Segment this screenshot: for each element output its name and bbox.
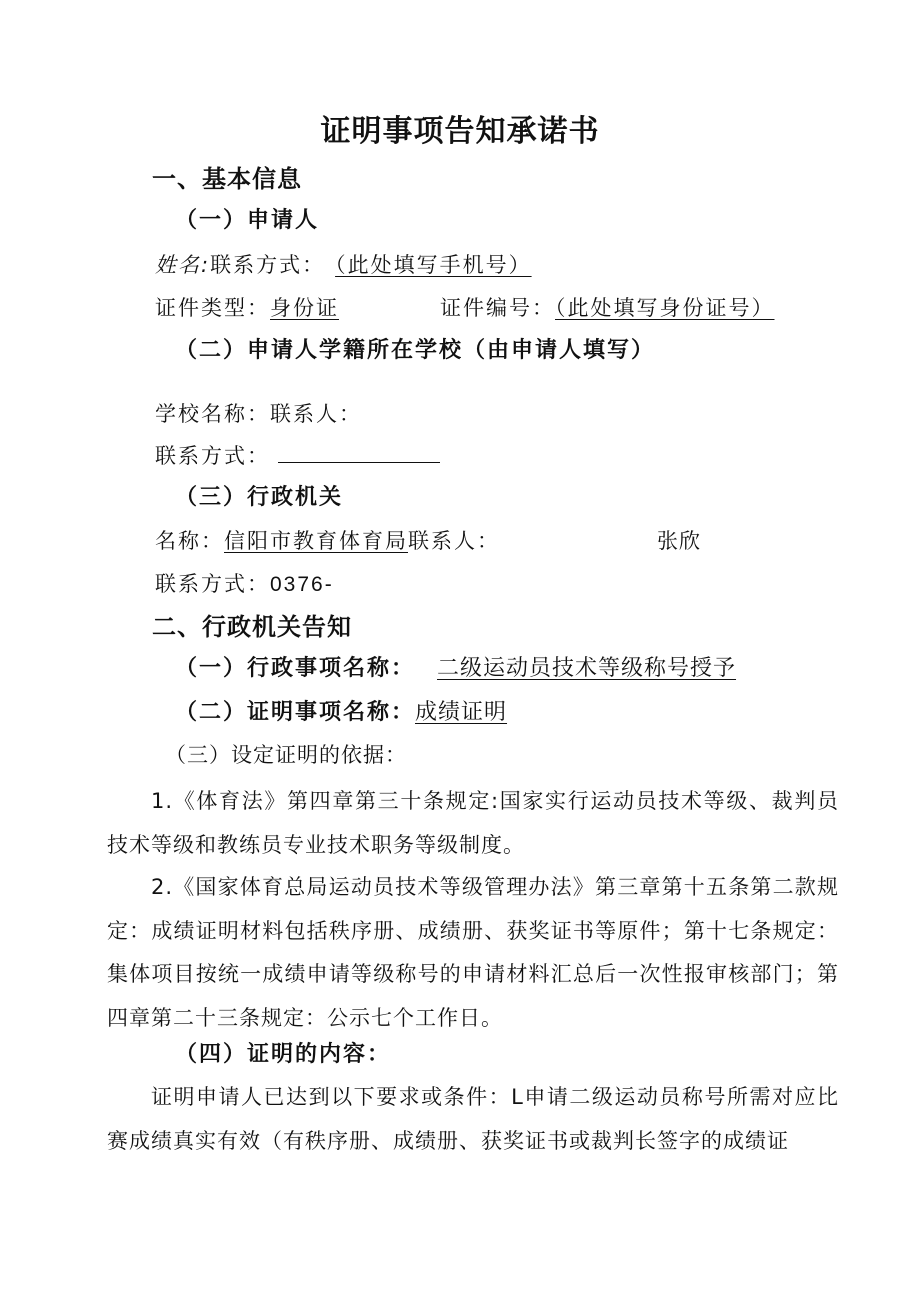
school-name-label: 学校名称： (155, 402, 270, 426)
school-contact-person-label: 联系人： (270, 402, 362, 426)
authority-contact-person-value: 张欣 (657, 529, 701, 553)
authority-contact-person-label: 联系人： (408, 529, 500, 553)
content-text: 证明申请人已达到以下要求或条件：L申请二级运动员称号所需对应比赛成绩真实有效（有秩序册、成绩册、获奖证书或裁判长签字的成绩证 (107, 1085, 839, 1153)
basis-item-1: 1.《体育法》第四章第三十条规定:国家实行运动员技术等级、裁判员技术等级和教练员专业技术职务等级制度。 (107, 789, 839, 857)
document-title: 证明事项告知承诺书 (320, 114, 600, 149)
school-heading: （二）申请人学籍所在学校（由申请人填写） (175, 338, 656, 363)
section-notice-heading: 二、行政机关告知 (152, 613, 352, 641)
proof-line (175, 700, 507, 726)
authority-name-value: 信阳市教育体育局 (224, 529, 408, 553)
matter-line (175, 656, 736, 682)
applicant-contact-label: 联系方式： (210, 253, 326, 277)
authority-name-label: 名称： (155, 529, 224, 553)
school-contact-line (155, 444, 440, 469)
proof-value: 成绩证明 (415, 700, 508, 725)
section-basic-info-heading: 一、基本信息 (152, 165, 302, 193)
applicant-name-contact-line (155, 253, 532, 278)
authority-contact-label: 联系方式： (155, 572, 270, 596)
matter-label: （一）行政事项名称： (175, 656, 416, 681)
authority-contact-line (155, 572, 334, 597)
applicant-heading: （一）申请人 (175, 208, 320, 233)
authority-name-line (155, 529, 500, 554)
applicant-id-type-field[interactable]: 身份证 (270, 296, 339, 320)
school-contact-label: 联系方式： (155, 444, 270, 468)
school-name-line (155, 402, 362, 427)
content-heading: （四）证明的内容： (175, 1042, 392, 1067)
applicant-id-number-field[interactable]: （此处填写身份证号） (555, 296, 775, 320)
school-contact-field[interactable] (278, 444, 440, 463)
matter-value: 二级运动员技术等级称号授予 (437, 656, 737, 681)
authority-heading: （三）行政机关 (175, 485, 344, 510)
applicant-contact-field[interactable]: （此处填写手机号） (335, 253, 532, 277)
authority-contact-value: 0376- (270, 573, 334, 596)
basis-heading: （三）设定证明的依据： (165, 743, 407, 767)
basis-item-2: 2.《国家体育总局运动员技术等级管理办法》第三章第十五条第二款规定：成绩证明材料包括秩序册、成绩册、获奖证书等原件；第十七条规定：集体项目按统一成绩申请等级称号的申请材料汇总后一次性报审核部门；第四章第二十三条规定：公示七个工作日。 (107, 875, 839, 1030)
applicant-name-label: 姓名: (155, 253, 211, 277)
applicant-id-number-line (440, 296, 775, 321)
applicant-id-type-line (155, 296, 339, 321)
applicant-id-type-label: 证件类型： (155, 296, 270, 320)
applicant-id-number-label: 证件编号： (440, 296, 555, 320)
proof-label: （二）证明事项名称： (175, 700, 416, 725)
